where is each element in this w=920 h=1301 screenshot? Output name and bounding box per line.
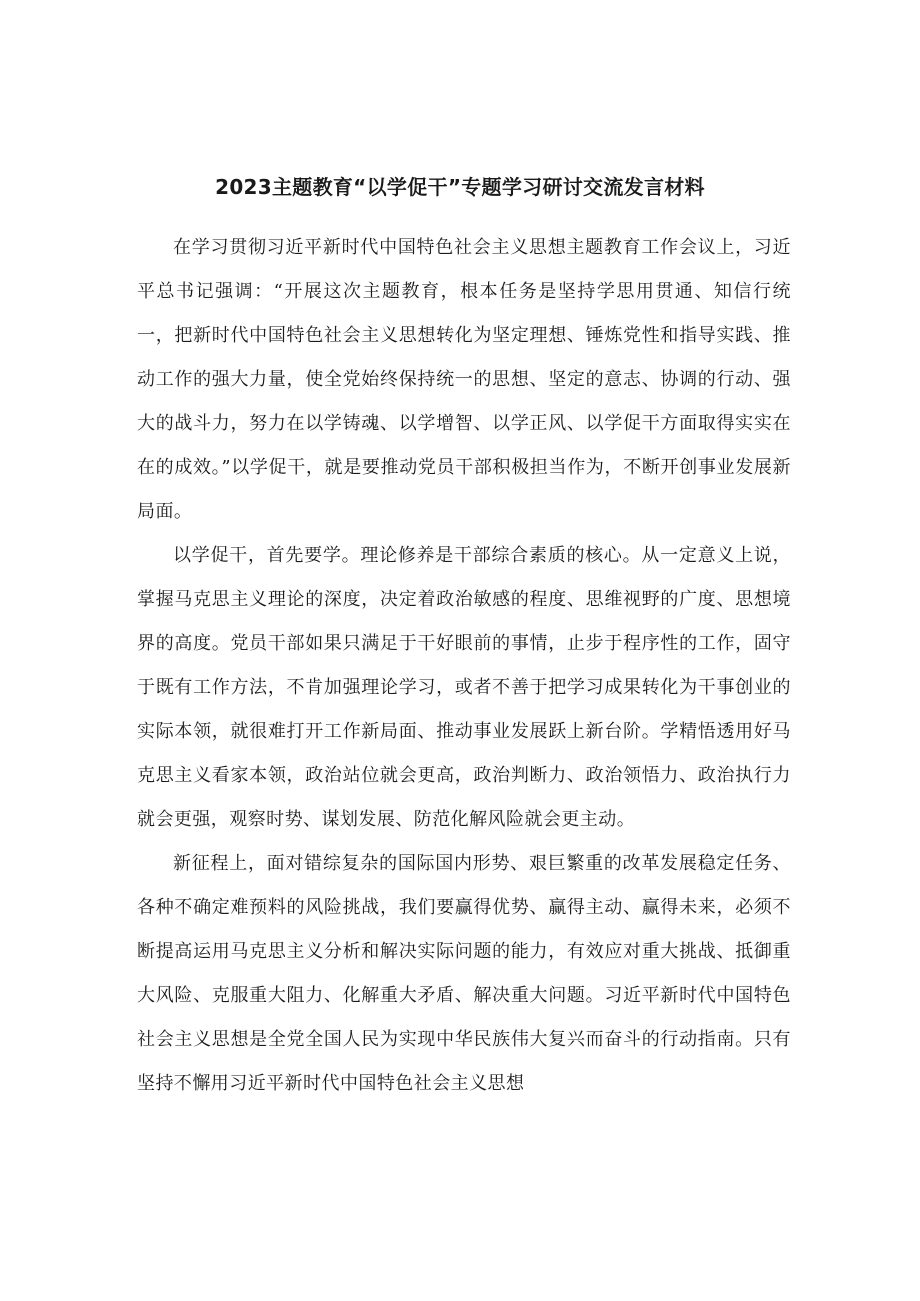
paragraph: 新征程上，面对错综复杂的国际国内形势、艰巨繁重的改革发展稳定任务、各种不确定难预料的风险挑战，我们要赢得优势、赢得主动、赢得未来，必须不断提高运用马克思主义分析和解决实际问题的能力，有效应对重大挑战、抵御重大风险、克服重大阻力、化解重大矛盾、解决重大问题。习近平新时代中国特色社会主义思想是全党全国人民为实现中华民族伟大复兴而奋斗的行动指南。只有坚持不懈用习近平新时代中国特色社会主义思想 xyxy=(137,853,791,1094)
document-body xyxy=(137,226,791,1106)
paragraph: 在学习贯彻习近平新时代中国特色社会主义思想主题教育工作会议上，习近平总书记强调：“开展这次主题教育，根本任务是坚持学思用贯通、知信行统一，把新时代中国特色社会主义思想转化为坚定理想、锤炼党性和指导实践、推动工作的强大力量，使全党始终保持统一的思想、坚定的意志、协调的行动、强大的战斗力，努力在以学铸魂、以学增智、以学正风、以学促干方面取得实实在在的成效。”以学促干，就是要推动党员干部积极担当作为，不断开创事业发展新局面。 xyxy=(137,237,791,522)
paragraph: 以学促干，首先要学。理论修养是干部综合素质的核心。从一定意义上说，掌握马克思主义理论的深度，决定着政治敏感的程度、思维视野的广度、思想境界的高度。党员干部如果只满足于干好眼前的事情，止步于程序性的工作，固守于既有工作方法，不肯加强理论学习，或者不善于把学习成果转化为干事创业的实际本领，就很难打开工作新局面、推动事业发展跃上新台阶。学精悟透用好马克思主义看家本领，政治站位就会更高，政治判断力、政治领悟力、政治执行力就会更强，观察时势、谋划发展、防范化解风险就会更主动。 xyxy=(137,545,791,830)
document-title: 2023主题教育“以学促干”专题学习研讨交流发言材料 xyxy=(215,175,705,199)
